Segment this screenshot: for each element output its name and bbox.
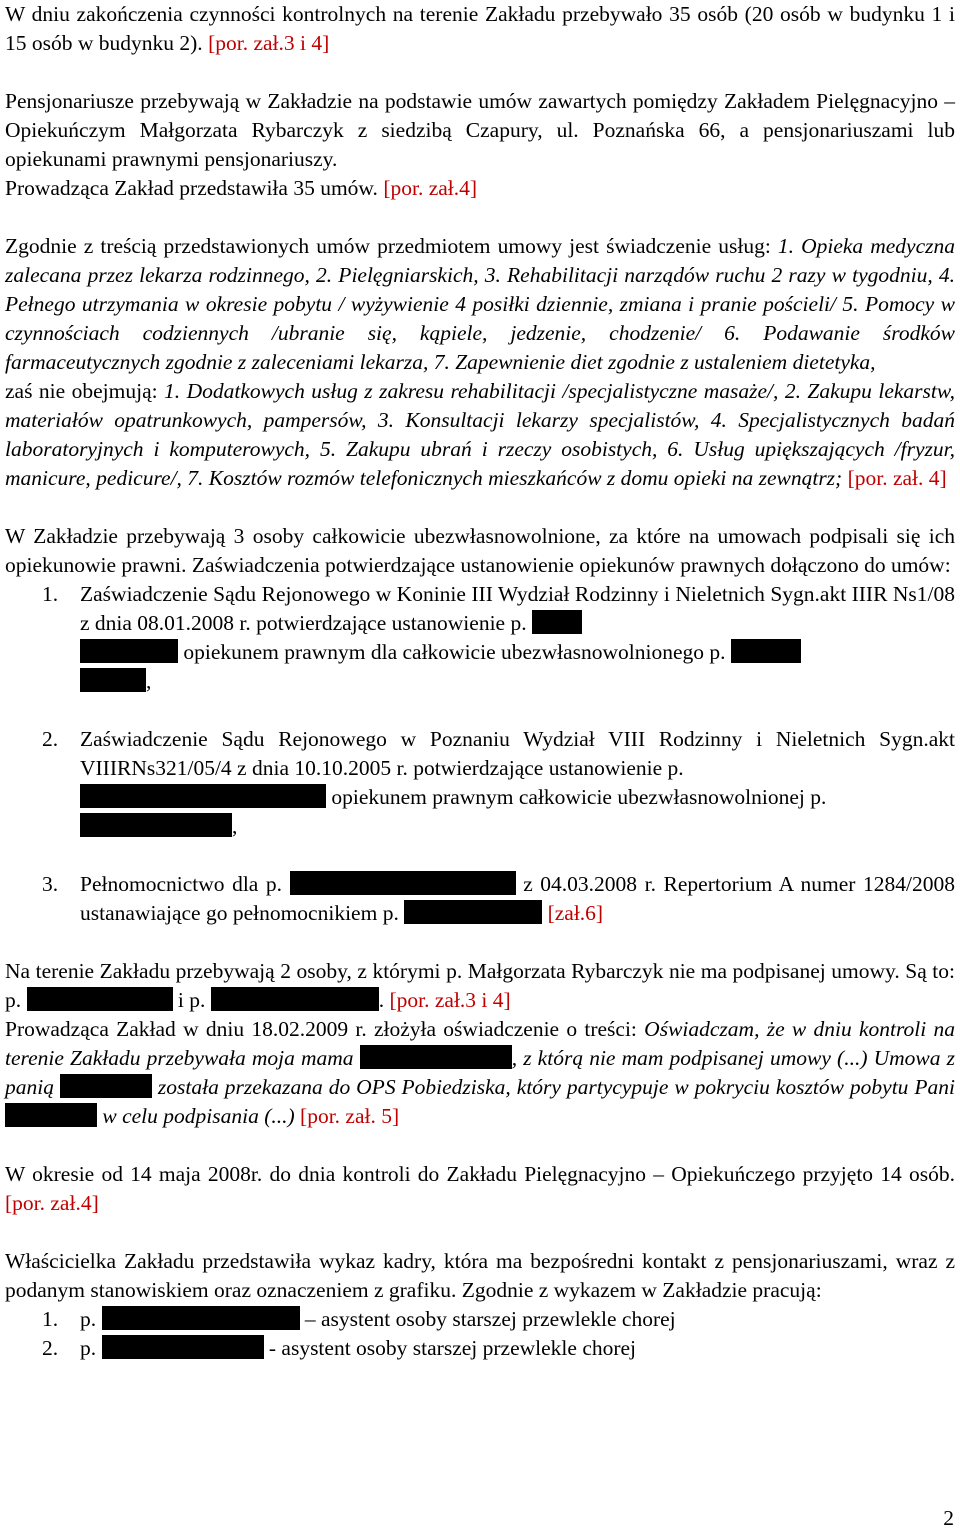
attachment-reference: [por. zał. 4] bbox=[847, 466, 947, 490]
redacted-name bbox=[211, 987, 379, 1011]
redacted-name bbox=[102, 1335, 264, 1359]
paragraph-excluded-services: zaś nie obejmują: 1. Dodatkowych usług z zakresu rehabilitacji /specjalistyczne masaże/, 2. Zakupu lekarstw, materiałów opatrunkowych, pampersów, 3. Konsultacji lekarzy specjalistów, 4. Specjalistycznych badań laboratoryjnych i komputerowych, 5. Zakupu ubrań i rzeczy osobistych, 6. Usług upiększających /fryzur, manicure, pedicure/, 7. Kosztów rozmów telefonicznych mieszkańców z domu opieki na zewnątrz; [por. zał. 4] bbox=[5, 379, 955, 490]
paragraph-guardians: W Zakładzie przebywają 3 osoby całkowicie ubezwłasnowolnione, za które na umowach podpisali się ich opiekunowie prawni. Zaświadczenia potwierdzające ustanowienie opiekunów prawnych dołączono do umów: bbox=[5, 524, 955, 577]
paragraph-admissions: W okresie od 14 maja 2008r. do dnia kontroli do Zakładu Pielęgnacyjno – Opiekuńczego przyjęto 14 osób. [por. zał.4] bbox=[5, 1162, 955, 1215]
redacted-name bbox=[360, 1045, 512, 1069]
paragraph-contracts: Pensjonariusze przebywają w Zakładzie na podstawie umów zawartych pomiędzy Zakładem Pielęgnacyjno – Opiekuńczym Małgorzata Rybarczyk z siedzibą Czapury, ul. Poznańska 66, a pensjonariuszami lub opiekunami prawnymi pensjonariuszy. bbox=[5, 89, 955, 171]
redacted-name bbox=[102, 1306, 300, 1330]
paragraph-residents-count: W dniu zakończenia czynności kontrolnych na terenie Zakładu przebywało 35 osób (20 osób w budynku 1 i 15 osób w budynku 2). [por. zał.3 i 4] bbox=[5, 2, 955, 55]
guardian-documents-list bbox=[5, 580, 955, 928]
list-item: 1. p. – asystent osoby starszej przewlekle chorej bbox=[42, 1307, 676, 1331]
paragraph-statement: Prowadząca Zakład w dniu 18.02.2009 r. złożyła oświadczenie o treści: Oświadczam, że w dniu kontroli na terenie Zakładu przebywała moja mama , z którą nie mam podpisanej umowy (...) Umowa z panią została przekazana do OPS Pobiedziska, który partycypuje w pokryciu kosztów pobytu Pani w celu podpisania (...) [por. zał. 5] bbox=[5, 1017, 955, 1128]
services-list: 1. Opieka medyczna zalecana przez lekarza rodzinnego, 2. Pielęgniarskich, 3. Rehabilitacji narządów ruchu 2 razy w tygodniu, 4. Pełnego utrzymania w okresie pobytu / wyżywienie 4 posiłki dziennie, zmiana i pranie pościeli/ 5. Pomocy w czynnościach codziennych /ubranie się, kąpiele, jedzenie, chodzenie/ 6. Podawanie środków farmaceutycznych zgodnie z zaleceniami lekarza, 7. Zapewnienie diet zgodnie z ustaleniem dietetyka, bbox=[5, 234, 956, 374]
list-item: 2. p. - asystent osoby starszej przewlekle chorej bbox=[42, 1336, 637, 1360]
redacted-name bbox=[80, 784, 326, 808]
paragraph-no-contract: Na terenie Zakładu przebywają 2 osoby, z którymi p. Małgorzata Rybarczyk nie ma podpisanej umowy. Są to: p. i p. . [por. zał.3 i 4] bbox=[5, 959, 955, 1012]
redacted-name bbox=[532, 610, 582, 634]
document-page bbox=[5, 0, 955, 1363]
attachment-reference: [zał.6] bbox=[547, 901, 604, 925]
redacted-name bbox=[404, 900, 542, 924]
list-item: 3. Pełnomocnictwo dla p. z 04.03.2008 r. Repertorium A numer 1284/2008 ustanawiające go pełnomocnikiem p. [zał.6] bbox=[42, 872, 955, 925]
page-number: 2 bbox=[943, 1506, 954, 1530]
attachment-reference: [por. zał. 5] bbox=[300, 1104, 400, 1128]
redacted-name bbox=[80, 639, 178, 663]
paragraph-staff: Właścicielka Zakładu przedstawiła wykaz kadry, która ma bezpośredni kontakt z pensjonariuszami, wraz z podanym stanowiskiem oraz oznaczeniem z grafiku. Zgodnie z wykazem w Zakładzie pracują: bbox=[5, 1249, 955, 1302]
staff-list bbox=[5, 1305, 955, 1363]
list-item: 1. Zaświadczenie Sądu Rejonowego w Koninie III Wydział Rodzinny i Nieletnich Sygn.akt IIIR Ns1/08 z dnia 08.01.2008 r. potwierdzające ustanowienie p. opiekunem prawnym dla całkowicie ubezwłasnowolnionego p. , bbox=[42, 582, 955, 693]
redacted-name bbox=[80, 668, 146, 692]
redacted-name bbox=[60, 1074, 152, 1098]
redacted-name bbox=[290, 871, 516, 895]
attachment-reference: [por. zał.4] bbox=[383, 176, 478, 200]
redacted-name bbox=[27, 987, 173, 1011]
paragraph-contracts-count: Prowadząca Zakład przedstawiła 35 umów. [por. zał.4] bbox=[5, 176, 478, 200]
attachment-reference: [por. zał.3 i 4] bbox=[389, 988, 511, 1012]
attachment-reference: [por. zał.4] bbox=[5, 1191, 99, 1215]
redacted-name bbox=[80, 813, 232, 837]
redacted-name bbox=[5, 1103, 97, 1127]
attachment-reference: [por. zał.3 i 4] bbox=[208, 31, 330, 55]
list-item: 2. Zaświadczenie Sądu Rejonowego w Poznaniu Wydział VIII Rodzinny i Nieletnich Sygn.akt VIIIRNs321/05/4 z dnia 10.10.2005 r. potwierdzające ustanowienie p. opiekunem prawnym całkowicie ubezwłasnowolnionej p. , bbox=[42, 727, 955, 838]
excluded-services-list: 1. Dodatkowych usług z zakresu rehabilitacji /specjalistyczne masaże/, 2. Zakupu lekarstw, materiałów opatrunkowych, pampersów, 3. Konsultacji lekarzy specjalistów, 4. Specjalistycznych badań laboratoryjnych i komputerowych, 5. Zakupu ubrań i rzeczy osobistych, 6. Usług upiększających /fryzur, manicure, pedicure/, 7. Kosztów rozmów telefonicznych mieszkańców z domu opieki na zewnątrz; bbox=[5, 379, 955, 490]
paragraph-services: Zgodnie z treścią przedstawionych umów przedmiotem umowy jest świadczenie usług: 1. Opieka medyczna zalecana przez lekarza rodzinnego, 2. Pielęgniarskich, 3. Rehabilitacji narządów ruchu 2 razy w tygodniu, 4. Pełnego utrzymania w okresie pobytu / wyżywienie 4 posiłki dziennie, zmiana i pranie pościeli/ 5. Pomocy w czynnościach codziennych /ubranie się, kąpiele, jedzenie, chodzenie/ 6. Podawanie środków farmaceutycznych zgodnie z zaleceniami lekarza, 7. Zapewnienie diet zgodnie z ustaleniem dietetyka, bbox=[5, 234, 956, 374]
redacted-name bbox=[731, 639, 801, 663]
